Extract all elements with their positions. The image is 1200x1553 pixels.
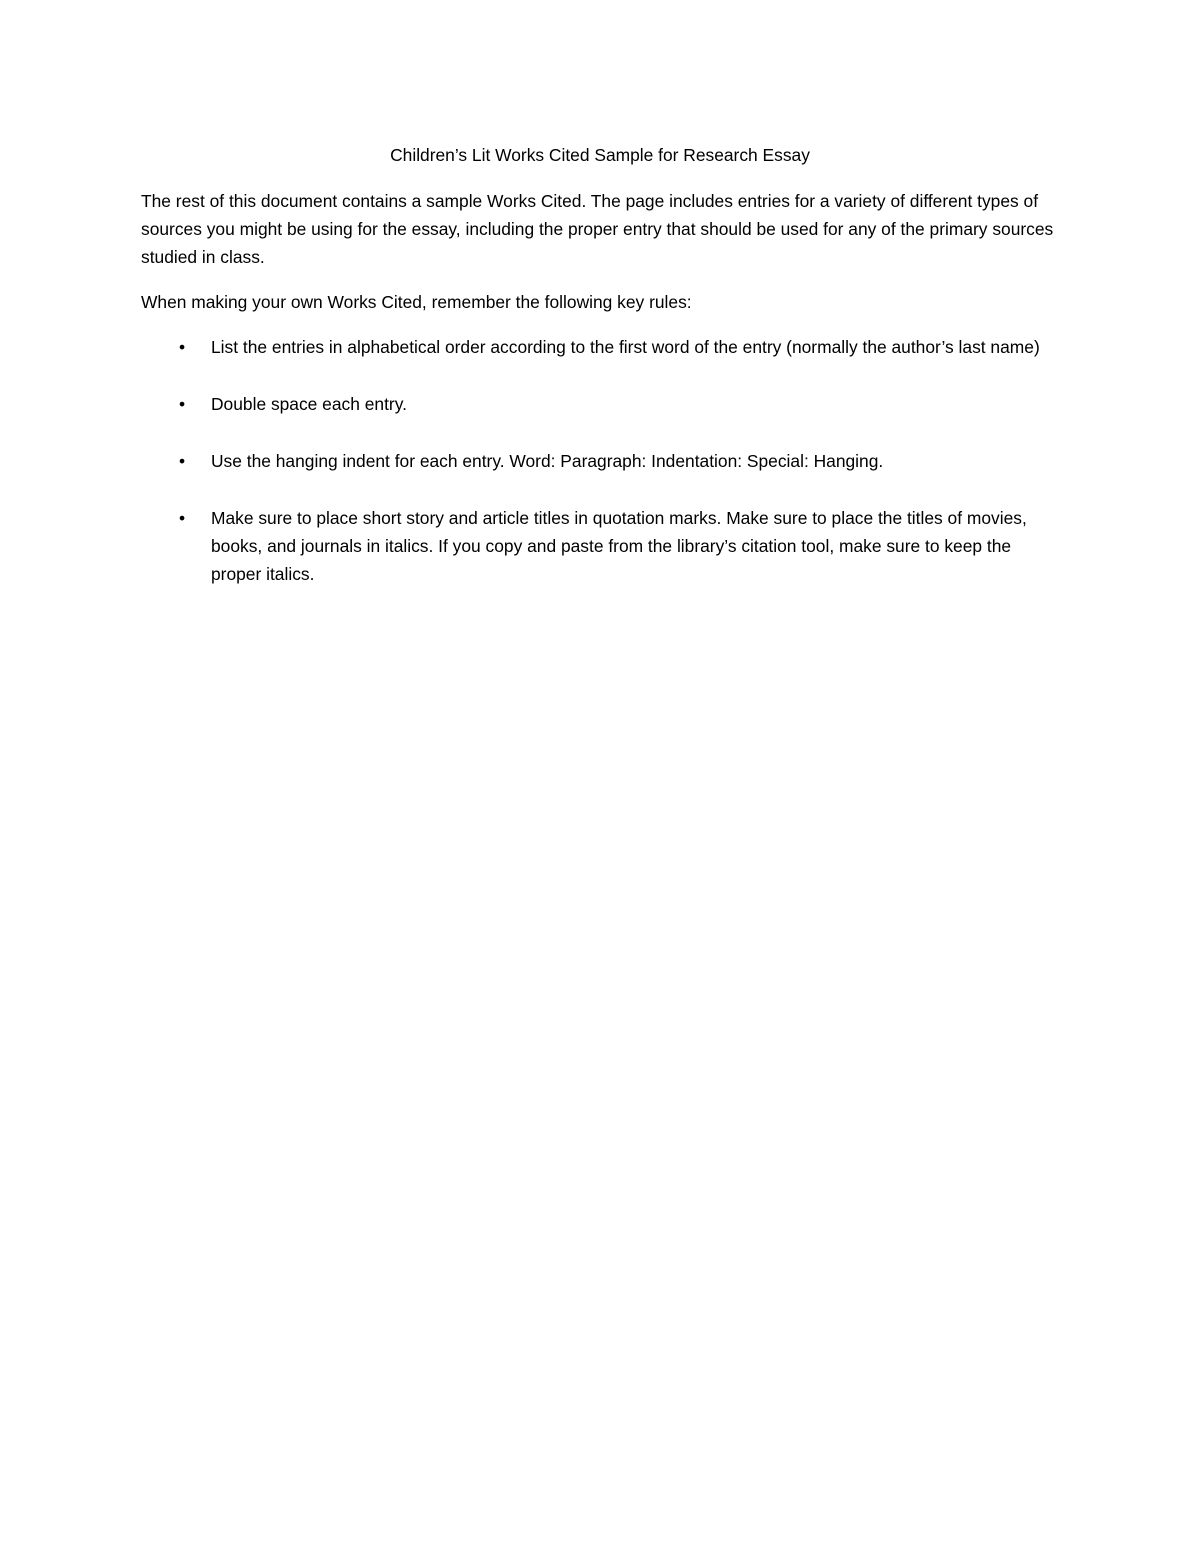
rule-text: Double space each entry. [211, 394, 407, 414]
rules-lead-paragraph: When making your own Works Cited, remember the following key rules: [141, 292, 692, 312]
bullet-icon: • [178, 508, 186, 528]
rule-text: Make sure to place short story and article titles in quotation marks. Make sure to place the titles of movies, books, and journals in italics. If you copy and paste from the library’s citation tool, make sure to keep the proper italics. [211, 508, 1027, 584]
rules-list [141, 333, 1059, 588]
rule-item [141, 504, 1059, 588]
intro-paragraph: The rest of this document contains a sample Works Cited. The page includes entries for a variety of different types of sources you might be using for the essay, including the proper entry that should be used for any of the primary sources studied in class. [141, 191, 1054, 267]
bullet-icon: • [178, 451, 186, 471]
document-title: Children’s Lit Works Cited Sample for Research Essay [390, 145, 810, 165]
bullet-icon: • [178, 337, 186, 357]
bullet-icon: • [178, 394, 186, 414]
rule-text: List the entries in alphabetical order according to the first word of the entry (normally the author’s last name) [211, 337, 1040, 357]
rule-item [141, 390, 1059, 418]
rule-item [141, 333, 1059, 361]
rule-item [141, 447, 1059, 475]
document-body [141, 141, 1059, 617]
rule-text: Use the hanging indent for each entry. Word: Paragraph: Indentation: Special: Hanging. [211, 451, 884, 471]
